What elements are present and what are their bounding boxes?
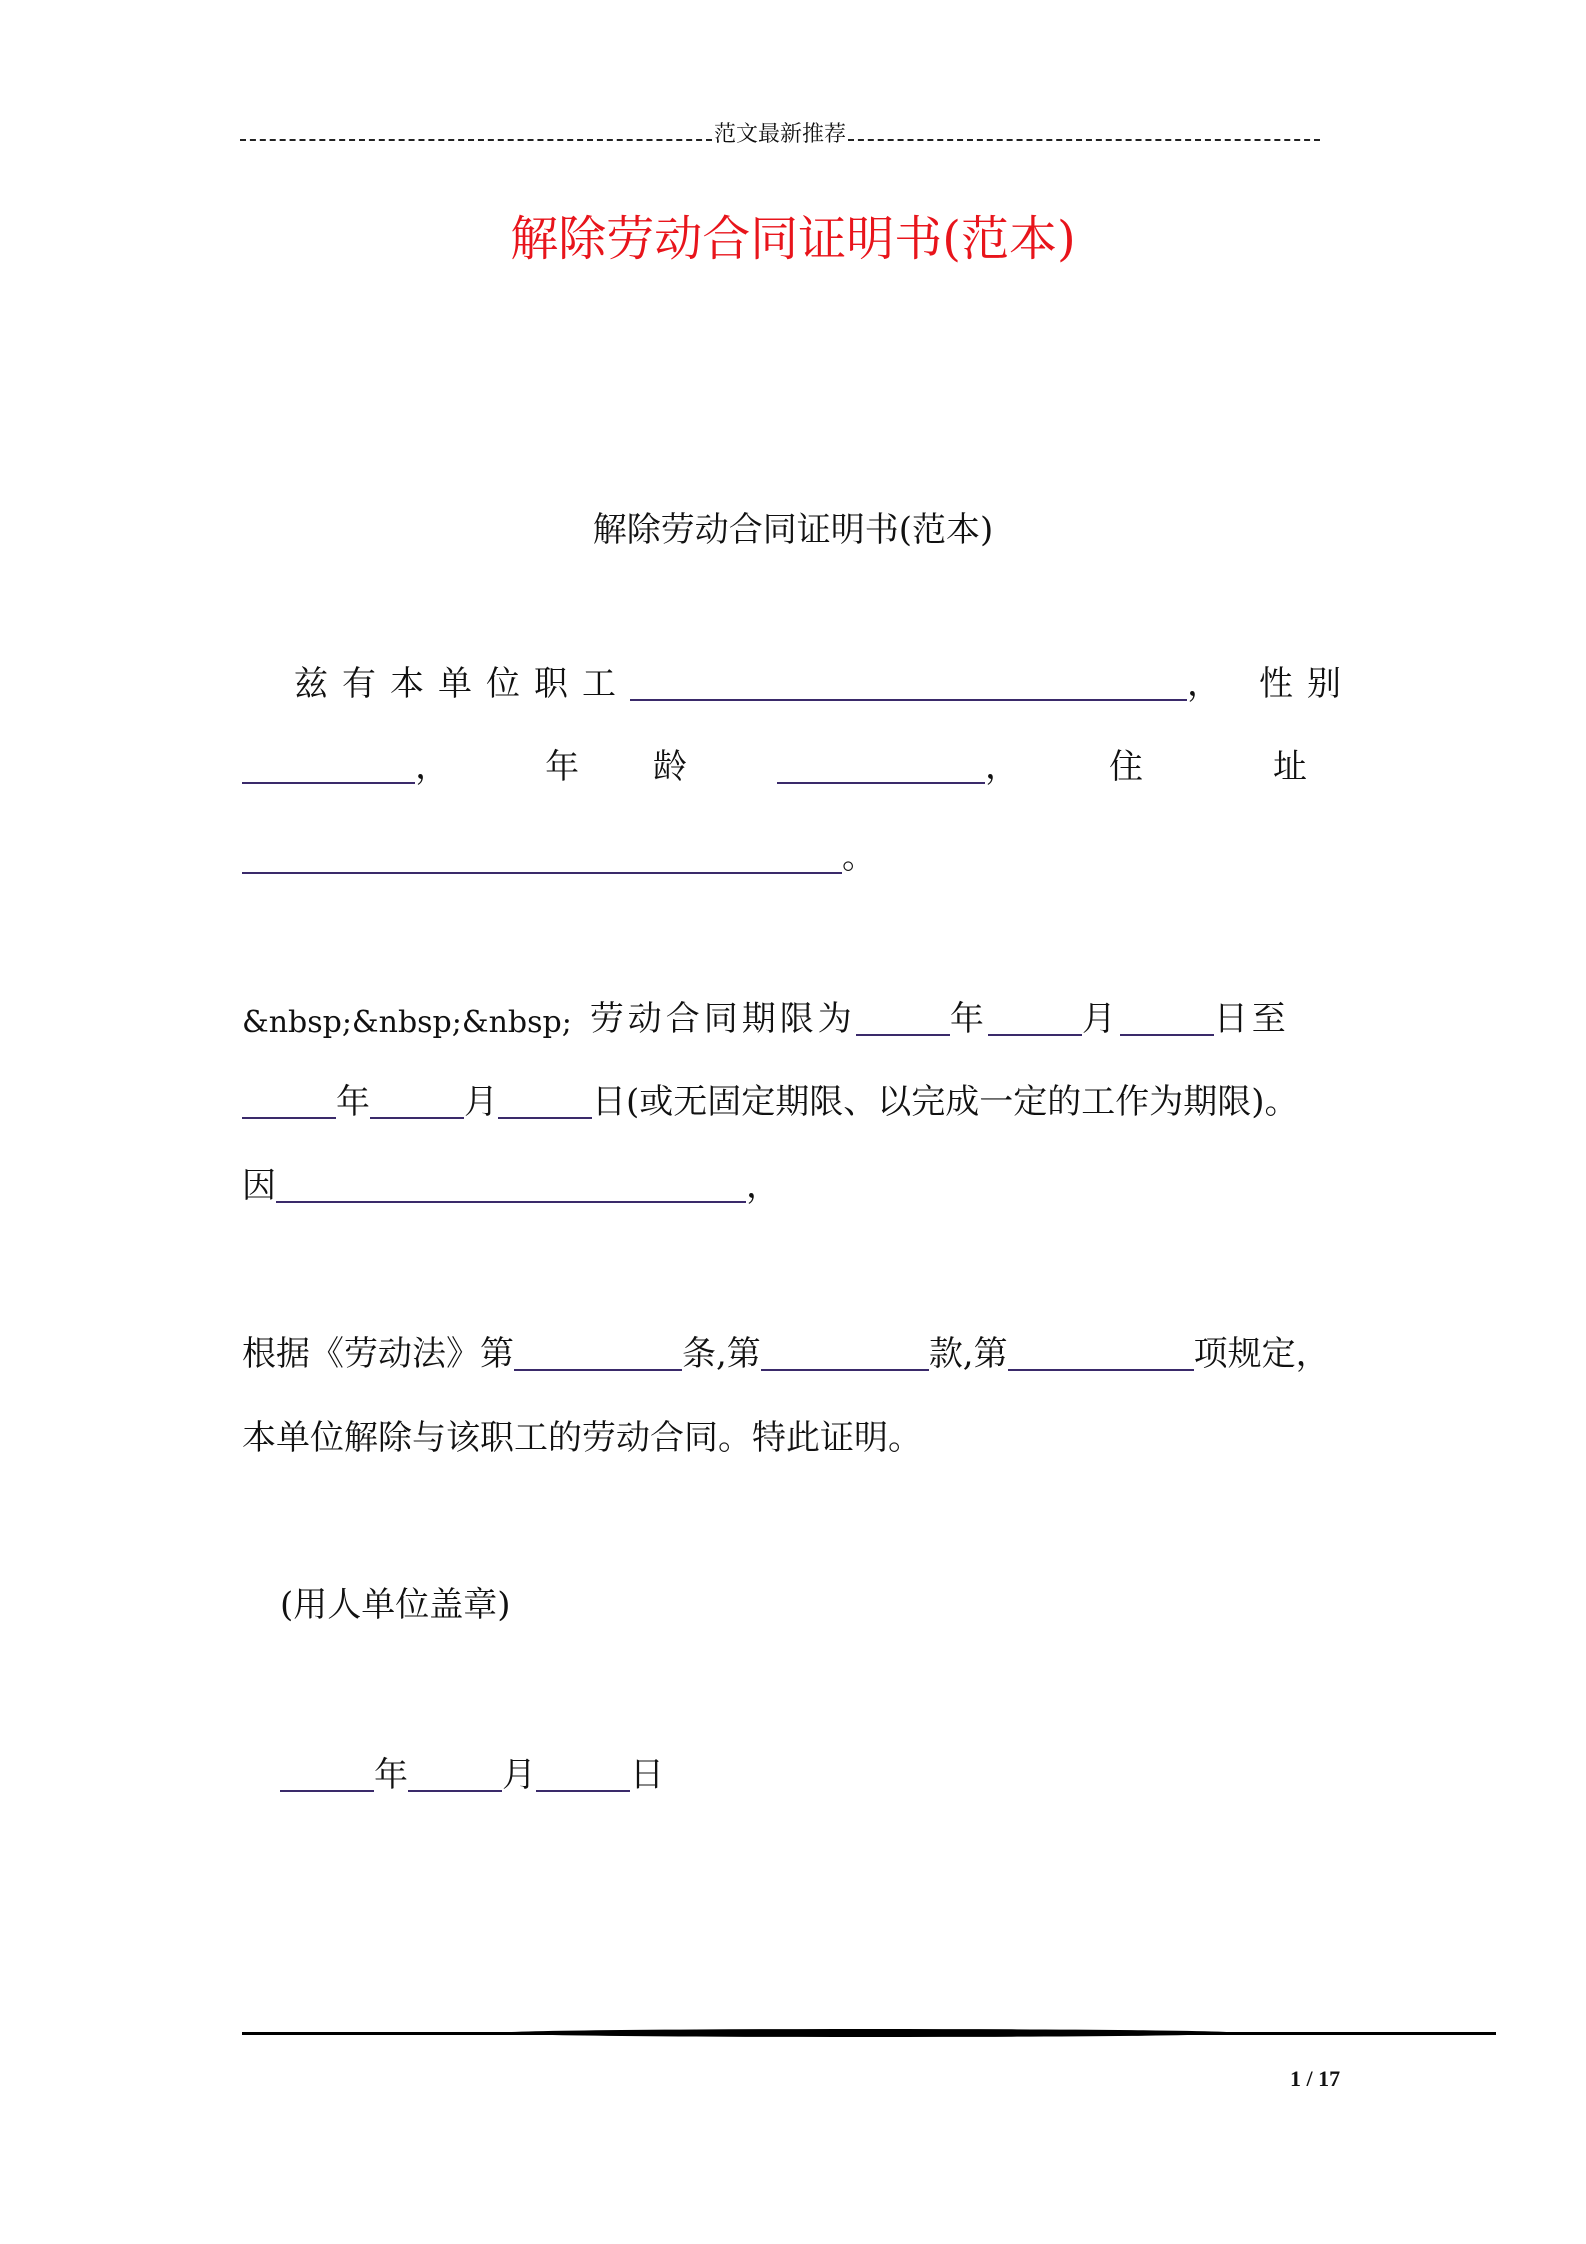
document-title: 解除劳动合同证明书(范本) — [510, 211, 1076, 267]
item-blank — [1008, 1329, 1194, 1371]
text: 根据《劳动法》第 — [242, 1334, 514, 1374]
text: 日 — [630, 1755, 664, 1795]
text: ， — [1187, 664, 1235, 704]
start-day-blank — [1120, 994, 1214, 1036]
clause-blank — [761, 1329, 929, 1371]
page-number: 1 / 17 — [1290, 2066, 1341, 2091]
text: 项规定， — [1193, 1334, 1330, 1374]
header-text: 范文最新推荐 — [714, 122, 847, 147]
gender-blank — [242, 742, 415, 784]
header-dashes-right — [848, 139, 1320, 141]
text: 月 — [1081, 999, 1120, 1039]
document-subtitle: 解除劳动合同证明书(范本) — [592, 510, 994, 550]
text: 月 — [502, 1755, 536, 1795]
text: 因 — [242, 1166, 276, 1206]
start-month-blank — [988, 994, 1082, 1036]
text: 年 — [949, 999, 988, 1039]
text: ， — [985, 747, 1019, 787]
end-month-blank — [370, 1077, 464, 1119]
age-blank — [777, 742, 985, 784]
text: 日(或无固定期限、以完成一定的工作为期限)。 — [592, 1082, 1299, 1122]
header-dashes-left — [240, 139, 712, 141]
seal-line — [280, 1576, 1393, 1626]
text: 劳动合同期限为 — [589, 999, 856, 1039]
sign-day-blank — [536, 1750, 630, 1792]
text: 年 — [336, 1082, 370, 1122]
text: 本单位解除与该职工的劳动合同。特此证明。 — [242, 1418, 922, 1458]
para1-line3 — [242, 828, 1355, 878]
sign-year-blank — [280, 1750, 374, 1792]
text: 月 — [464, 1082, 498, 1122]
para1-line2 — [242, 738, 1355, 788]
text: &nbsp;&nbsp;&nbsp; — [242, 1005, 572, 1040]
text: 性别 — [1259, 664, 1355, 704]
para2-line2 — [242, 1073, 1355, 1123]
text: ， — [415, 747, 450, 787]
text: 。 — [842, 837, 876, 877]
footer-rule-swell — [500, 2029, 1240, 2037]
para2-line3 — [242, 1157, 1355, 1207]
para1-line1 — [242, 655, 1355, 705]
end-day-blank — [498, 1077, 592, 1119]
text: ， — [746, 1166, 780, 1206]
address-blank — [242, 832, 842, 874]
text: 年 — [374, 1755, 408, 1795]
para2-line1 — [242, 990, 1355, 1040]
reason-blank — [276, 1161, 746, 1203]
text: 年 龄 — [545, 747, 708, 787]
text: 日至 — [1213, 999, 1290, 1039]
page-header — [240, 112, 1320, 148]
start-year-blank — [856, 994, 950, 1036]
end-year-blank — [242, 1077, 336, 1119]
seal-text: (用人单位盖章) — [280, 1585, 511, 1625]
employee-name-blank — [630, 659, 1187, 701]
article-blank — [514, 1329, 682, 1371]
date-line — [280, 1746, 1393, 1796]
text: 住 址 — [1109, 747, 1355, 787]
para3-line1 — [242, 1325, 1355, 1375]
sign-month-blank — [408, 1750, 502, 1792]
text: 兹有本单位职工 — [294, 664, 630, 704]
text: 条,第 — [682, 1334, 761, 1374]
text: 款,第 — [928, 1334, 1008, 1374]
para3-line2 — [242, 1409, 1355, 1459]
